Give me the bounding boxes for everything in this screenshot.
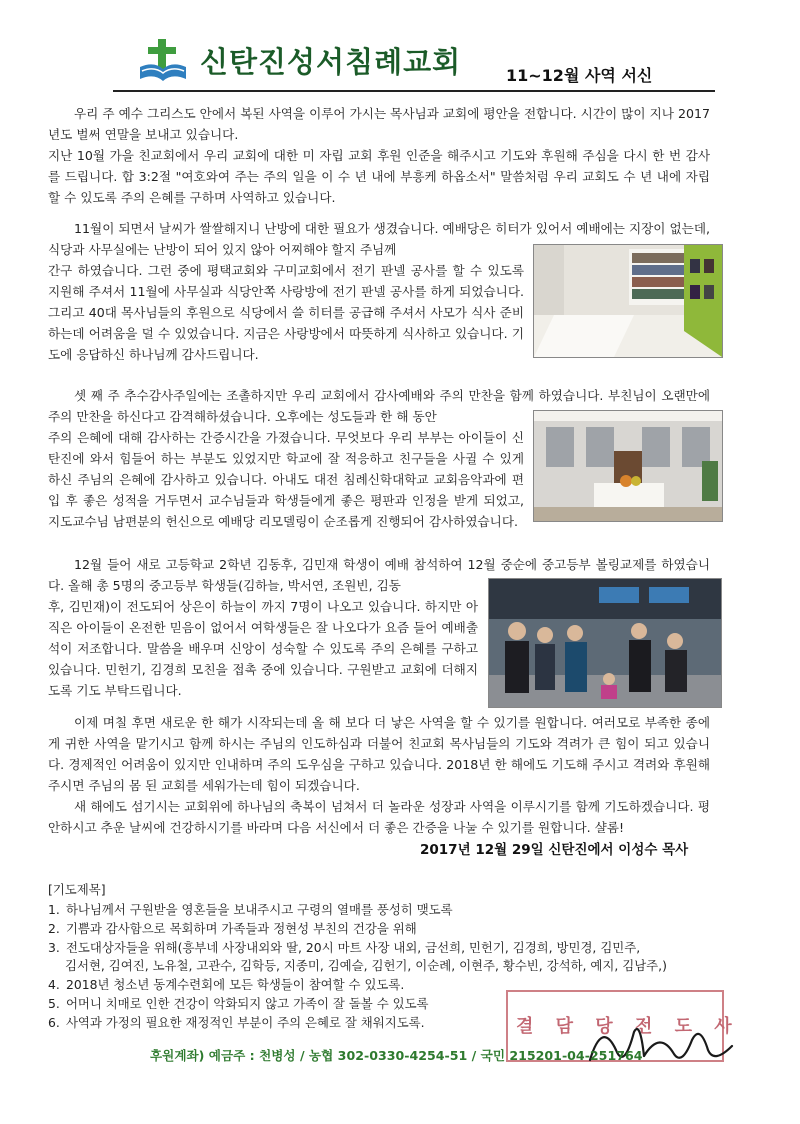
heated-room-photo: [533, 244, 723, 358]
prayer-item: 2. 기쁨과 감사함으로 목회하며 가족들과 정현성 부친의 건강을 위해: [48, 920, 417, 936]
approval-stamp: 결 담 당 전 도 사: [506, 990, 724, 1062]
bowling-group-photo: [488, 578, 722, 708]
cross-book-logo-icon: [136, 35, 190, 89]
prayer-item: 4. 2018년 청소년 동계수련회에 모든 학생들이 참여할 수 있도록.: [48, 977, 405, 993]
header-divider: [113, 90, 715, 92]
heating-paragraph-top: 11월이 되면서 날씨가 쌀쌀해지니 난방에 대한 필요가 생겼습니다. 예배당은 히터가 있어서 예배에는 지장이 없는데, 식당과 사무실에는 난방이 되어 있지 않아 어찌해야 할지 주님께: [48, 221, 710, 257]
closing-paragraph: 새 해에도 섬기시는 교회위에 하나님의 축복이 넘쳐서 더 놀라운 성장과 사역을 이루시기를 함께 기도하겠습니다. 평안하시고 추운 날씨에 건강하시기를 바라며 다음 서신에서 더 좋은 간증을 나눌 수 있기를 원합니다. 샬롬!: [48, 799, 710, 835]
prayer-item: 6. 사역과 가정의 필요한 재정적인 부분이 주의 은혜로 잘 채워지도록.: [48, 1014, 425, 1030]
worship-hall-photo: [533, 410, 723, 522]
new-year-paragraph: 이제 며칠 후면 새로운 한 해가 시작되는데 올 해 보다 더 낳은 사역을 할 수 있기를 원합니다. 여러모로 부족한 종에게 귀한 사역을 맡기시고 함께 하시는 주님의 인도하심과 더불어 친교회 목사님들의 기도와 격려가 큰 힘이 되고 있습니다. 경제적인 어려움이 있지만 인내하며 주의 도우심을 구하고 있습니다. 2018년 한 해에도 기도해 주시고 격려와 후원해 주시면 주님의 몸 된 교회를 세워가는데 힘이 되겠습니다.: [48, 715, 710, 793]
youth-paragraph-top: 12월 들어 새로 고등학교 2학년 김동후, 김민재 학생이 예배 참석하여 12월 중순에 중고등부 볼링교제를 하였습니다. 올해 총 5명의 중고등부 학생들(김하늘, 박서연, 조원빈, 김동: [48, 557, 710, 593]
intro-paragraph: 우리 주 예수 그리스도 안에서 복된 사역을 이루어 가시는 목사님과 교회에 평안을 전합니다. 시간이 많이 지나 2017년도 벌써 연말을 보내고 있습니다.: [48, 106, 710, 142]
prayer-list-title: [기도제목]: [48, 882, 106, 897]
prayer-item: 1. 하나님께서 구원받을 영혼들을 보내주시고 구령의 열매를 풍성히 맺도록: [48, 902, 453, 917]
letter-title: 11~12월 사역 서신: [506, 66, 653, 85]
youth-paragraph: 후, 김민재)이 전도되어 상은이 하늘이 까지 7명이 나오고 있습니다. 하지만 아직은 아이들이 온전한 믿음이 없어서 여학생들은 잘 나오다가 요즘 들어 예배출석이 저조합니다. 말씀을 배우며 신앙이 성숙할 수 있도록 주의 은혜를 구하고 있습니다. 민헌기, 김경희 모친을 접촉 중에 있습니다. 구원받고 교회에 더해지도록 기도 부탁드립니다.: [48, 599, 478, 698]
date-signature-line: 2017년 12월 29일 신탄진에서 이성수 목사: [420, 842, 689, 858]
thanksgiving-paragraph-top: 셋 째 주 추수감사주일에는 조촐하지만 우리 교회에서 감사예배와 주의 만찬을 함께 하였습니다. 부친님이 오랜만에 주의 만찬을 하신다고 감격해하셨습니다. 오후에는 성도들과 한 해 동안: [48, 388, 710, 424]
support-paragraph: 지난 10월 가을 친교회에서 우리 교회에 대한 미 자립 교회 후원 인준을 해주시고 기도와 후원해 주심을 다시 한 번 감사를 드립니다. 합 3:2절 "여호와여 주는 주의 일을 이 수 년 내에 부흥케 하옵소서" 말씀처럼 우리 교회도 수 년 내에 자립할 수 있도록 주의 은혜를 구하며 사역하고 있습니다.: [48, 148, 710, 205]
church-name: 신탄진성서침례교회: [200, 45, 462, 79]
thanksgiving-paragraph: 주의 은혜에 대해 감사하는 간증시간을 가졌습니다. 무엇보다 우리 부부는 아이들이 신탄진에 와서 힘들어 하는 부분도 있었지만 학교에 잘 적응하고 친구들을 사귈 수 있게 하신 주님의 은혜에 감사하고 있습니다. 아내도 대전 침례신학대학교 교회음악과에 편입 후 좋은 성적을 거두면서 교수님들과 학생들에게 좋은 평판과 인정을 받게 되었고, 지도교수님 남편분의 헌신으로 예배당 리모델링이 순조롭게 진행되어 감사하였습니다.: [48, 430, 524, 529]
donation-account: 후원계좌) 예금주 : 천병성 / 농협 302-0330-4254-51 / 국민 215201-04-251764: [150, 1048, 643, 1063]
prayer-item: 5. 어머니 치매로 인한 건강이 악화되지 않고 가족이 잘 돌볼 수 있도록: [48, 995, 429, 1011]
prayer-item: 3. 전도대상자들을 위해(흥부네 사장내외와 딸, 20시 마트 사장 내외, 금선희, 민헌기, 김경희, 방민경, 김민주, 김서현, 김여진, 노유철, 고관수, 김학등, 지종미, 김예슬, 김헌기, 이순례, 이현주, 황수빈, 강석하, 예지, 김남주,): [48, 939, 667, 974]
heating-paragraph: 간구 하였습니다. 그런 중에 평택교회와 구미교회에서 전기 판넬 공사를 할 수 있도록 지원해 주셔서 11월에 사무실과 식당안쪽 사랑방에 전기 판넬 공사를 하게 되었습니다. 그리고 40대 목사님들의 후원으로 식당에서 쓸 히터를 공급해 주셔서 사모가 식사 준비하는데 어려움을 덜 수 있었습니다. 지금은 사랑방에서 따뜻하게 식사하고 있습니다. 기도에 응답하신 하나님께 감사드립니다.: [48, 263, 524, 362]
